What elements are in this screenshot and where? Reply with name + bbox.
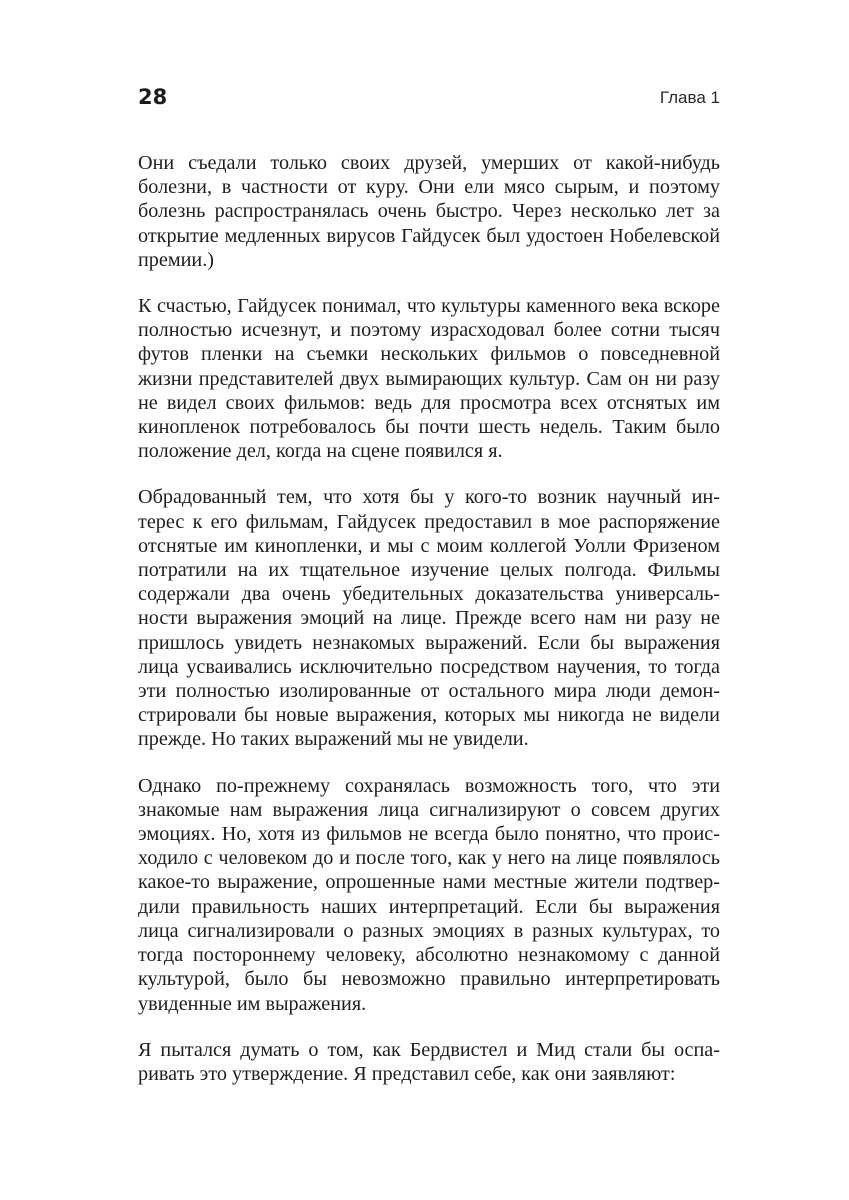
text-line: полностью исчезнут, и поэтому израсходовал более сотни тысяч	[138, 319, 720, 342]
page-header	[138, 84, 720, 114]
chapter-title: Глава 1	[659, 88, 720, 107]
text-line: Они съедали только своих друзей, умерших от какой-нибудь	[138, 152, 720, 174]
text-line: прежде. Но таких выражений мы не увидели.	[138, 728, 529, 751]
text-line: К счастью, Гайдусек понимал, что культуры каменного века вскоре	[138, 295, 720, 318]
text-line: увиденные им выражения.	[138, 992, 367, 1015]
text-line: футов пленки на съемки нескольких фильмов о повседневной	[138, 343, 720, 366]
text-line: эти полностью изолированные от остального мира люди демон-	[138, 680, 720, 703]
paragraph	[138, 294, 720, 463]
text-line: лица сигнализировали о разных эмоциях в разных культурах, то	[138, 919, 720, 942]
text-line: Однако по-прежнему сохранялась возможность того, что эти	[138, 774, 720, 797]
text-line: ривать это утверждение. Я представил себе, как они заявляют:	[138, 1062, 676, 1085]
text-line: ности выражения эмоций на лице. Прежде всего нам ни разу не	[138, 607, 720, 630]
paragraph	[138, 774, 720, 1016]
page-number: 28	[138, 85, 168, 109]
text-line: не видел своих фильмов: ведь для просмотра всех отснятых им	[138, 391, 720, 414]
text-line: жизни представителей двух вымирающих культур. Сам он ни разу	[138, 367, 720, 390]
paragraph	[138, 485, 720, 751]
text-line: кинопленок потребовалось бы почти шесть недель. Таким было	[138, 416, 720, 439]
text-line: премии.)	[138, 248, 215, 271]
text-line: содержали два очень убедительных доказательства универсаль-	[138, 583, 720, 606]
paragraph	[138, 151, 720, 272]
text-line: Обрадованный тем, что хотя бы у кого-то возник научный ин-	[138, 486, 720, 509]
text-line: эмоциях. Но, хотя из фильмов не всегда было понятно, что проис-	[138, 823, 720, 846]
text-line: тогда постороннему человеку, абсолютно незнакомому с данной	[138, 944, 720, 967]
text-line: отснятые им кинопленки, и мы с моим коллегой Уолли Фризеном	[138, 534, 720, 557]
text-line: культурой, было бы невозможно правильно интерпретировать	[138, 968, 720, 991]
text-line: болезнь распространялась очень быстро. Через несколько лет за	[138, 200, 720, 223]
text-line: дили правильность наших интерпретаций. Если бы выражения	[138, 895, 720, 918]
text-line: терес к его фильмам, Гайдусек предоставил в мое распоряжение	[138, 510, 720, 533]
text-line: какое-то выражение, опрошенные нами местные жители подтвер-	[138, 871, 720, 894]
body-text	[138, 151, 720, 1108]
text-line: Я пытался думать о том, как Бердвистел и Мид стали бы оспа-	[138, 1038, 720, 1061]
text-line: ходило с человеком до и после того, как у него на лице появлялось	[138, 847, 720, 870]
text-line: болезни, в частности от куру. Они ели мясо сырым, и поэтому	[138, 176, 720, 199]
text-line: открытие медленных вирусов Гайдусек был удостоен Нобелевской	[138, 224, 720, 247]
text-line: потратили на их тщательное изучение целых полгода. Фильмы	[138, 559, 720, 582]
paragraph	[138, 1038, 720, 1086]
text-line: лица усваивались исключительно посредством научения, то тогда	[138, 655, 720, 678]
text-line: знакомые нам выражения лица сигнализируют о совсем других	[138, 798, 720, 821]
text-line: пришлось увидеть незнакомых выражений. Если бы выражения	[138, 631, 720, 654]
text-line: стрировали бы новые выражения, которых мы никогда не видели	[138, 704, 720, 727]
text-line: положение дел, когда на сцене появился я.	[138, 440, 503, 463]
